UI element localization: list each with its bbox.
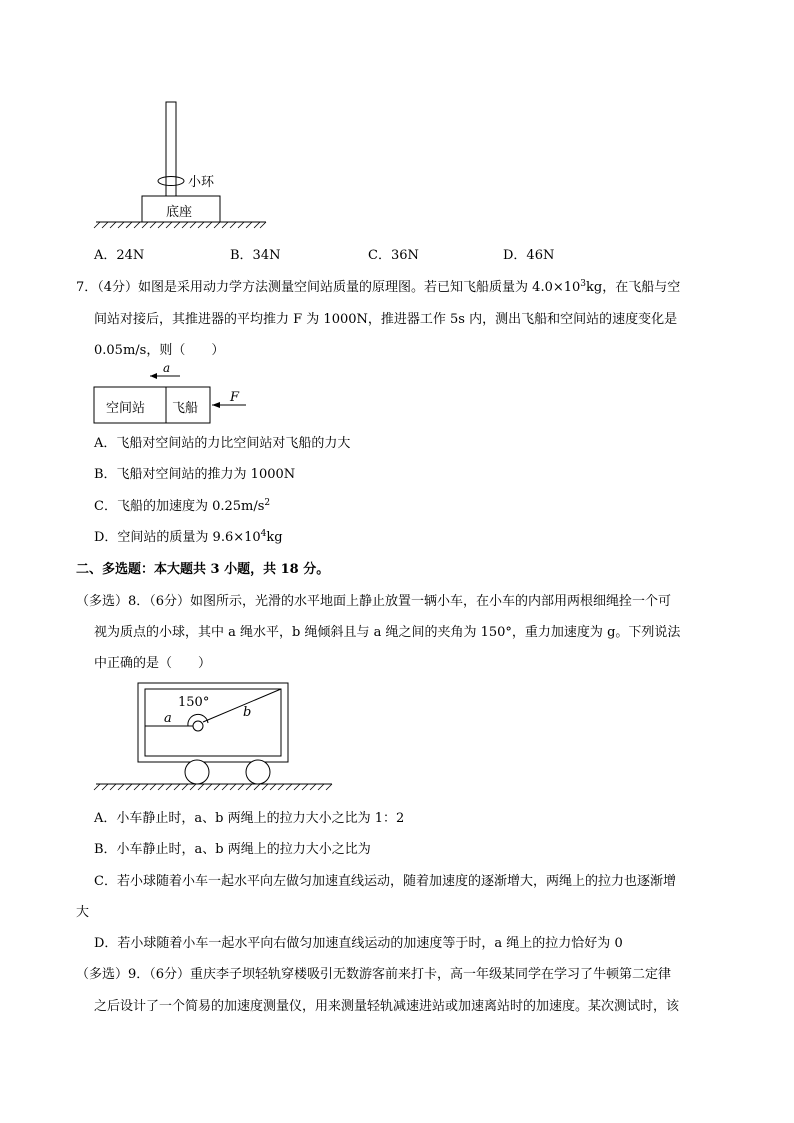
q6-option-b: B．34N xyxy=(230,248,281,263)
rope-b-label: b xyxy=(243,705,252,720)
q7-option-d: D．空间站的质量为 $9.6\times 10^4kg$ xyxy=(94,529,283,545)
q6-option-c: C．36N xyxy=(368,248,419,263)
rope-a-label: a xyxy=(164,711,172,726)
force-label: F xyxy=(230,390,240,405)
q6-option-d: D．46N xyxy=(503,248,555,263)
q7-stem-line1: 7．（4分）如图是采用动力学方法测量空间站质量的原理图。若已知飞船质量为 $4.0\times 10^3kg$，在飞船与空 xyxy=(76,279,681,295)
q9-stem-line2: 之后设计了一个简易的加速度测量仪，用来测量轻轨减速进站或加速离站时的加速度。某次测试时，该 xyxy=(94,999,680,1014)
ring-label: 小环 xyxy=(188,175,215,190)
section-heading-multi-choice: 二、多选题：本大题共 3 小题，共 18 分。 xyxy=(76,562,330,577)
base-label: 底座 xyxy=(166,205,193,220)
q7-option-b: B．飞船对空间站的推力为 1000N xyxy=(94,467,296,482)
station-label: 空间站 xyxy=(106,401,146,416)
q8-option-c-line2: 大 xyxy=(76,905,90,920)
q7-stem-line2: 间站对接后，其推进器的平均推力 F 为 1000N，推进器工作 5s 内，测出飞船和空间站的速度变化是 xyxy=(94,312,678,327)
angle-label: 150° xyxy=(178,695,210,710)
q9-stem-line1: （多选）9．（6分）重庆李子坝轻轨穿楼吸引无数游客前来打卡，高一年级某同学在学习了牛顿第二定律 xyxy=(76,967,672,982)
q8-option-b: B．小车静止时，a、b 两绳上的拉力大小之比为 xyxy=(94,842,371,857)
ship-label: 飞船 xyxy=(172,401,199,416)
q7-option-c: C．飞船的加速度为 $0.25m/s^2$ xyxy=(94,498,271,514)
q8-option-c-line1: C．若小球随着小车一起水平向左做匀加速直线运动，随着加速度的逐渐增大，两绳上的拉力也逐渐增 xyxy=(94,874,676,889)
q7-option-a: A．飞船对空间站的力比空间站对飞船的力大 xyxy=(94,436,351,451)
q7-stem-line3: 0.05m/s，则（ ） xyxy=(94,343,225,358)
q8-stem-line2: 视为质点的小球，其中 a 绳水平，b 绳倾斜且与 a 绳之间的夹角为 150°，重力加速度为 g。下列说法 xyxy=(94,625,681,640)
q6-option-a: A．24N xyxy=(94,248,145,263)
q8-stem-line3: 中正确的是（ ） xyxy=(94,656,212,671)
q8-option-a: A．小车静止时，a、b 两绳上的拉力大小之比为 1：2 xyxy=(94,811,405,826)
cart-ground-hatch xyxy=(94,784,332,790)
q8-option-d: D．若小球随着小车一起水平向右做匀加速直线运动的加速度等于时，a 绳上的拉力恰好为 0 xyxy=(94,936,623,951)
q8-stem-line1: （多选）8．（6分）如图所示，光滑的水平地面上静止放置一辆小车，在小车的内部用两根细绳拴一个可 xyxy=(76,594,672,609)
accel-label: a xyxy=(163,361,171,375)
